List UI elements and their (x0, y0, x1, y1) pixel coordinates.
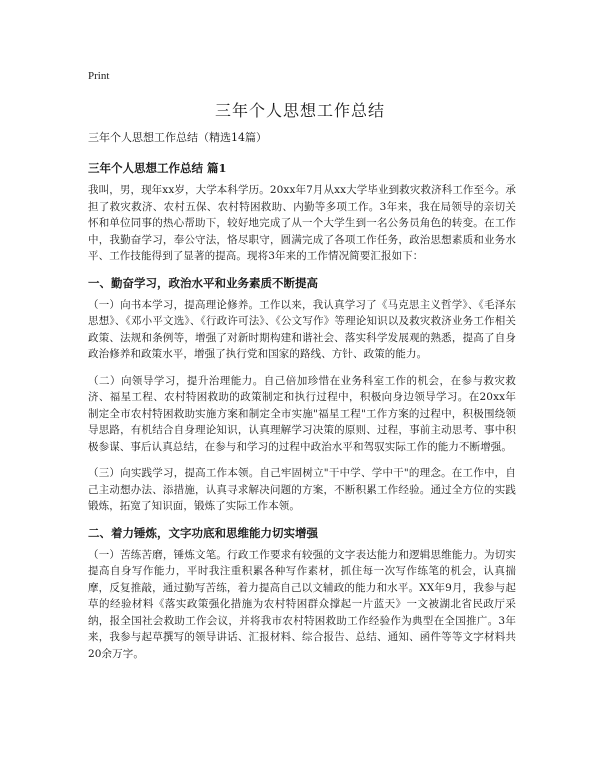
section-2-paragraph-1: （一）苦练苦磨，锤炼文笔。行政工作要求有较强的文字表达能力和逻辑思维能力。为切实提高自身写作能力，平时我注重积累各种写作素材，抓住每一次写作练笔的机会，认真揣摩，反复推敲，通过勤写苦练，着力提高自己以文辅政的能力和水平。XX年9月，我参与起草的经验材料《落实政策强化措施为农村特困群众撑起一片蓝天》一文被湖北省民政厅采纳，报全国社会救助工作会议，并将我市农村特困救助工作经验作为典型在全国推广。3年来，我参与起草撰写的领导讲话、汇报材料、综合报告、总结、通知、函件等等文字材料共20余万字。 (88, 548, 516, 660)
article-heading: 三年个人思想工作总结 篇1 (88, 161, 227, 175)
section-1-paragraph-2: （二）向领导学习，提升治理能力。自己倍加珍惜在业务科室工作的机会，在参与救灾救济、福星工程、农村特困救助的政策制定和执行过程中，积极向身边领导学习。在20xx年制定全市农村特困救助实施方案和制定全市实施"福星工程"工作方案的过程中，积极围绕领导思路，有机结合自身理论知识，认真理解学习决策的原则、过程，事前主动思考、事中积极参谋、事后认真总结，在参与和学习的过程中政治水平和驾驭实际工作的能力不断增强。 (88, 374, 516, 453)
section-1-paragraph-1: （一）向书本学习，提高理论修养。工作以来，我认真学习了《马克思主义哲学》、《毛泽东思想》、《邓小平文选》、《行政许可法》、《公文写作》等理论知识以及救灾救济业务工作相关政策、法规和条例等，增强了对新时期构建和谐社会、落实科学发展观的熟悉，提高了自身政治修养和政策水平，增强了执行党和国家的路线、方针、政策的能力。 (88, 298, 516, 360)
section-heading-1: 一、勤奋学习，政治水平和业务素质不断提高 (88, 275, 318, 290)
document-body (88, 130, 516, 672)
section-heading-2: 二、着力锤炼，文字功底和思维能力切实增强 (88, 525, 318, 540)
document-title: 三年个人思想工作总结 (214, 101, 385, 120)
print-link[interactable]: Print (88, 70, 110, 82)
document-subtitle: 三年个人思想工作总结（精选14篇） (88, 131, 267, 144)
section-1-paragraph-3: （三）向实践学习，提高工作本领。自己牢固树立"干中学、学中干"的理念。在工作中，自己主动想办法、添措施，认真寻求解决问题的方案，不断积累工作经验。通过全方位的实践锻炼，拓宽了知识面，锻炼了实际工作本领。 (88, 467, 516, 512)
intro-paragraph: 我叫，男，现年xx岁，大学本科学历。20xx年7月从xx大学毕业到救灾救济科工作至今。承担了救灾救济、农村五保、农村特困救助、内勤等多项工作。3年来，我在局领导的亲切关怀和单位同事的热心帮助下，较好地完成了从一个大学生到一名公务员角色的转变。在工作中，我勤奋学习，奉公守法，恪尽职守，圆满完成了各项工作任务，政治思想素质和业务水平、工作技能得到了显著的提高。现将3年来的工作情况简要汇报如下： (88, 184, 516, 262)
